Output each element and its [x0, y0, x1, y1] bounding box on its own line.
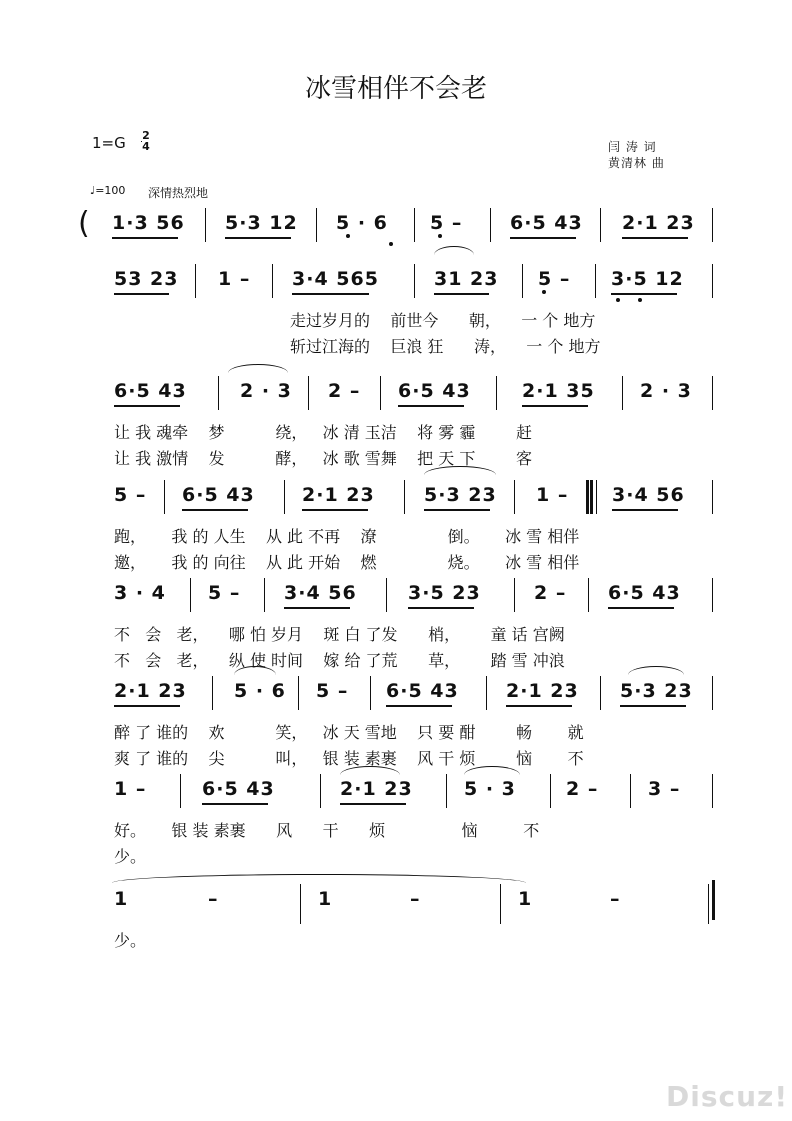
bar-line	[316, 208, 317, 242]
bar-line	[320, 774, 321, 808]
note-group: 6·5 43	[608, 582, 681, 604]
bar-line	[500, 884, 501, 924]
note-group: 3·4 565	[292, 268, 379, 290]
bar-line	[600, 676, 601, 710]
note-group: 1 –	[114, 778, 147, 800]
bar-line	[712, 208, 713, 242]
bar-line	[712, 480, 713, 514]
repeat-bar-line	[586, 480, 589, 514]
bar-line	[486, 676, 487, 710]
bar-line	[308, 376, 309, 410]
note-group: 5·3 23	[424, 484, 497, 506]
note-group: 2 · 3	[240, 380, 292, 402]
note-group: 5 · 3	[464, 778, 516, 800]
bar-line	[712, 376, 713, 410]
beam-underline	[114, 405, 180, 407]
note-group: 1 –	[536, 484, 569, 506]
note-group: 6·5 43	[510, 212, 583, 234]
note-group: 1	[318, 888, 333, 910]
lyric-line: 跑， 我 的 人生 从 此 不再 潦 倒。 冰 雪 相伴	[114, 527, 580, 546]
note-group: 3·5 23	[408, 582, 481, 604]
note-group: 5 –	[538, 268, 571, 290]
bar-line	[490, 208, 491, 242]
bar-line	[712, 578, 713, 612]
octave-dot	[389, 242, 393, 246]
bar-line	[218, 376, 219, 410]
beam-underline	[386, 705, 452, 707]
bar-line	[272, 264, 273, 298]
bar-line	[522, 264, 523, 298]
note-group: 3 · 4	[114, 582, 166, 604]
tie-slur	[628, 666, 684, 675]
note-group: 2 –	[534, 582, 567, 604]
note-group: 2·1 23	[340, 778, 413, 800]
beam-underline	[434, 293, 489, 295]
bar-line	[414, 264, 415, 298]
beam-underline	[510, 237, 576, 239]
note-group: –	[410, 888, 421, 910]
note-group: 5 –	[316, 680, 349, 702]
beam-underline	[225, 237, 291, 239]
tie-slur	[228, 364, 288, 373]
octave-dot	[638, 298, 642, 302]
lyric-line: 斩过江海的 巨浪 狂 涛， 一 个 地方	[290, 337, 601, 356]
time-signature-bottom: 4	[142, 140, 150, 153]
bar-line	[190, 578, 191, 612]
bar-line	[380, 376, 381, 410]
bar-line	[712, 676, 713, 710]
lyric-line: 让 我 魂牵 梦 绕， 冰 清 玉洁 将 雾 霾 赶	[114, 423, 533, 442]
beam-underline	[112, 237, 178, 239]
lyric-line: 醉 了 谁的 欢 笑， 冰 天 雪地 只 要 酣 畅 就	[114, 723, 584, 742]
lyric-line: 不 会 老， 哪 怕 岁月 斑 白 了发 梢， 童 话 宫阙	[114, 625, 565, 644]
lyric-line: 邀， 我 的 向往 从 此 开始 燃 烧。 冰 雪 相伴	[114, 553, 580, 572]
bar-line	[595, 264, 596, 298]
lyric-line: 让 我 激情 发 酵， 冰 歌 雪舞 把 天 下 客	[114, 449, 533, 468]
bar-line	[212, 676, 213, 710]
lyric-line: 走过岁月的 前世今 朝， 一 个 地方	[290, 311, 596, 330]
note-group: 5 –	[430, 212, 463, 234]
bar-line	[600, 208, 601, 242]
note-group: 2 –	[328, 380, 361, 402]
bar-line	[630, 774, 631, 808]
time-signature	[140, 130, 152, 152]
intro-open-paren: (	[78, 206, 90, 241]
bar-line	[370, 676, 371, 710]
bar-line	[596, 480, 597, 514]
note-group: 2·1 23	[302, 484, 375, 506]
watermark-logo: Discuz!	[666, 1080, 789, 1113]
final-bar-line	[712, 880, 715, 920]
bar-line	[514, 480, 515, 514]
note-group: 2·1 23	[622, 212, 695, 234]
bar-line	[300, 884, 301, 924]
bar-line	[205, 208, 206, 242]
note-group: 2 · 3	[640, 380, 692, 402]
bar-line	[164, 480, 165, 514]
lyric-line: 少。	[114, 931, 147, 950]
note-group: –	[208, 888, 219, 910]
beam-underline	[408, 607, 474, 609]
note-group: 6·5 43	[114, 380, 187, 402]
bar-line	[298, 676, 299, 710]
beam-underline	[506, 705, 572, 707]
beam-underline	[522, 405, 588, 407]
note-group: 3·4 56	[612, 484, 685, 506]
beam-underline	[424, 509, 490, 511]
beam-underline	[612, 509, 678, 511]
bar-line	[195, 264, 196, 298]
beam-underline	[284, 607, 350, 609]
note-group: 6·5 43	[386, 680, 459, 702]
lyricist-credit: 闫 涛 词	[608, 140, 657, 154]
bar-line	[550, 774, 551, 808]
repeat-bar-line	[590, 480, 593, 514]
bar-line	[284, 480, 285, 514]
note-group: 2·1 23	[506, 680, 579, 702]
note-group: 5 · 6	[336, 212, 388, 234]
note-group: 53 23	[114, 268, 179, 290]
note-group: 1·3 56	[112, 212, 185, 234]
bar-line	[708, 884, 709, 924]
octave-dot	[438, 234, 442, 238]
beam-underline	[620, 705, 686, 707]
note-group: 3·5 12	[611, 268, 684, 290]
note-group: 2·1 35	[522, 380, 595, 402]
bar-line	[180, 774, 181, 808]
tempo-marking: ♩=100	[90, 184, 126, 197]
beam-underline	[114, 705, 180, 707]
note-group: 6·5 43	[182, 484, 255, 506]
bar-line	[404, 480, 405, 514]
time-signature-line	[141, 141, 142, 142]
expression-marking: 深情热烈地	[148, 186, 209, 200]
beam-underline	[622, 237, 688, 239]
note-group: 5·3 12	[225, 212, 298, 234]
octave-dot	[616, 298, 620, 302]
beam-underline	[340, 803, 406, 805]
beam-underline	[302, 509, 368, 511]
tie-slur	[112, 874, 526, 883]
bar-line	[588, 578, 589, 612]
note-group: 3·4 56	[284, 582, 357, 604]
note-group: 5 · 6	[234, 680, 286, 702]
note-group: 3 –	[648, 778, 681, 800]
octave-dot	[542, 290, 546, 294]
note-group: 1	[114, 888, 129, 910]
bar-line	[386, 578, 387, 612]
note-group: 5 –	[208, 582, 241, 604]
key-signature: 1=G	[92, 134, 126, 152]
note-group: 2 –	[566, 778, 599, 800]
note-group: 5 –	[114, 484, 147, 506]
tie-slur	[434, 246, 474, 255]
bar-line	[496, 376, 497, 410]
note-group: 6·5 43	[398, 380, 471, 402]
octave-dot	[346, 234, 350, 238]
bar-line	[446, 774, 447, 808]
beam-underline	[611, 293, 677, 295]
song-title: 冰雪相伴不会老	[304, 74, 487, 104]
bar-line	[414, 208, 415, 242]
beam-underline	[608, 607, 674, 609]
beam-underline	[202, 803, 268, 805]
note-group: 5·3 23	[620, 680, 693, 702]
lyric-line: 爽 了 谁的 尖 叫， 银 装 素裹 风 干 烦 恼 不	[114, 749, 584, 768]
composer-credit: 黄清林 曲	[608, 156, 665, 170]
note-group: 31 23	[434, 268, 499, 290]
note-group: 1 –	[218, 268, 251, 290]
bar-line	[712, 774, 713, 808]
time-signature-top: 2	[142, 129, 150, 142]
bar-line	[514, 578, 515, 612]
note-group: –	[610, 888, 621, 910]
note-group: 1	[518, 888, 533, 910]
note-group: 6·5 43	[202, 778, 275, 800]
beam-underline	[114, 293, 169, 295]
bar-line	[622, 376, 623, 410]
beam-underline	[398, 405, 464, 407]
note-group: 2·1 23	[114, 680, 187, 702]
lyric-line: 好。 银 装 素裹 风 干 烦 恼 不	[114, 821, 540, 840]
bar-line	[264, 578, 265, 612]
lyric-line: 不 会 老， 纵 使 时间 嫁 给 了荒 草， 踏 雪 冲浪	[114, 651, 565, 670]
beam-underline	[292, 293, 369, 295]
lyric-line: 少。	[114, 847, 147, 866]
beam-underline	[182, 509, 248, 511]
bar-line	[712, 264, 713, 298]
